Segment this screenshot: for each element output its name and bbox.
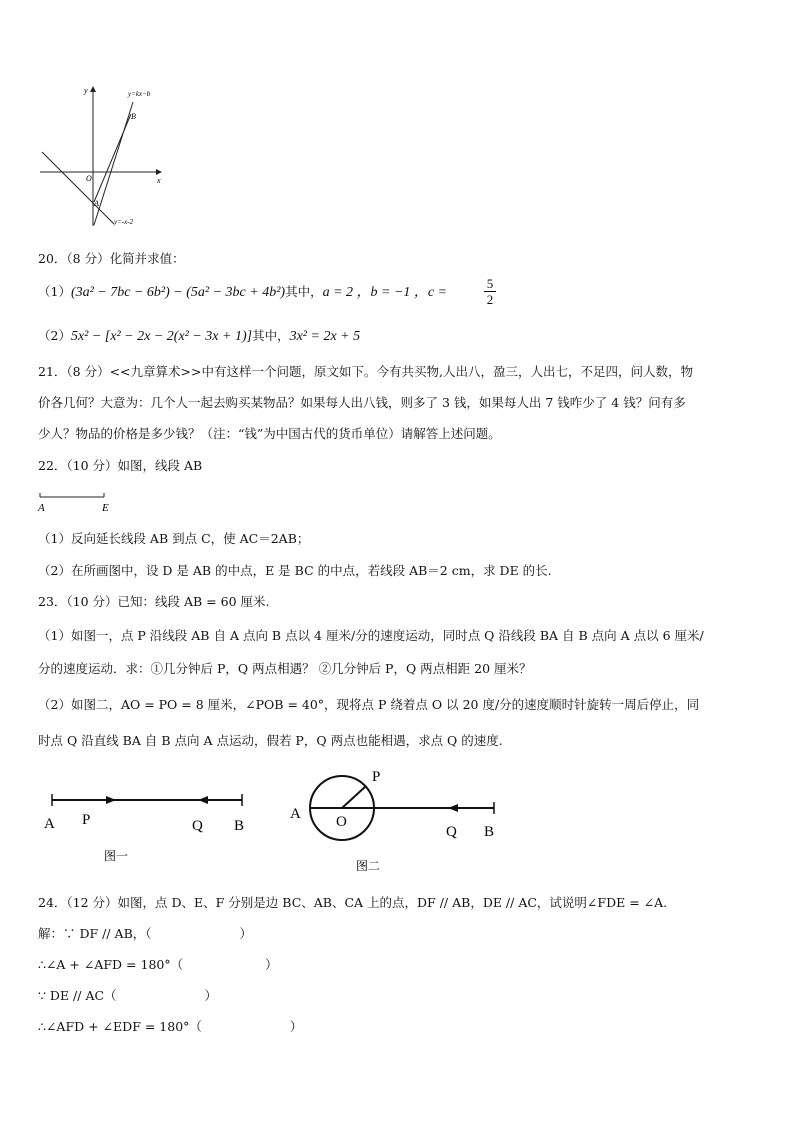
fraction-numerator: 5 — [484, 276, 496, 292]
q20-header: 20．（8 分）化简并求值： — [38, 251, 185, 266]
fraction-denominator: 2 — [486, 292, 494, 307]
point-a-label: A — [94, 199, 99, 208]
q20-p2-condition: 3x² = 2x + 5 — [289, 329, 361, 344]
segment-ab — [94, 114, 131, 202]
q23-figure-two — [286, 762, 506, 878]
fig2-label-p: P — [372, 769, 381, 785]
q21-line3: 少人？物品的价格是多少钱？（注：“钱”为中国古代的货币单位）请解答上述问题。 — [38, 426, 501, 441]
line2-label: y=-x-2 — [114, 218, 134, 226]
q23-header: 23．（10 分）已知：线段 AB = 60 厘米. — [38, 594, 270, 609]
origin-label: O — [86, 174, 92, 183]
segment-b-label: E — [102, 502, 109, 514]
fig1-label-b: B — [234, 818, 245, 834]
q20-p1-fraction — [484, 276, 496, 307]
q23-p1-line1: （1）如图一，点 P 沿线段 AB 自 A 点向 B 点以 4 厘米/分的速度运动，同时点 Q 沿线段 BA 自 B 点向 A 点以 6 厘米/ — [38, 628, 704, 643]
q20-p1-expression: (3a² − 7bc − 6b²) − (5a² − 3bc + 4b²) — [70, 285, 286, 300]
fig1-label-p: P — [82, 812, 91, 828]
q24-line4 — [38, 1019, 302, 1035]
fig2-caption: 图二 — [356, 859, 381, 873]
q24-header: 24．（12 分）如图，点 D、E、F 分别是边 BC、AB、CA 上的点，DF // AB，DE // AC，试说明∠FDE = ∠A. — [38, 895, 668, 910]
y-axis-label: y — [84, 86, 88, 95]
fig1-label-a: A — [44, 816, 55, 832]
x-axis-arrow — [156, 169, 162, 175]
coordinate-graph — [36, 84, 176, 230]
fig1-caption: 图一 — [104, 849, 129, 863]
point-b-label: B — [131, 112, 136, 121]
fig2-label-o: O — [336, 814, 347, 830]
q20-part1 — [38, 284, 447, 301]
q20-p2-mid: 其中， — [252, 328, 290, 343]
x-axis-label: x — [157, 176, 161, 185]
q24-line1-end: ） — [239, 926, 253, 941]
fig2-radius-op — [342, 786, 366, 808]
fig1-p-arrow — [106, 796, 116, 804]
line-kx-b — [94, 102, 133, 225]
segment-a-label: A — [38, 502, 45, 514]
fig2-label-b: B — [484, 824, 495, 840]
q20-p1-values: a = 2 ，b = −1 ，c = — [322, 285, 448, 300]
q24-line4-text: ∴∠AFD + ∠EDF = 180°（ — [38, 1019, 202, 1034]
q22-segment-figure — [36, 488, 126, 514]
q23-p2-line1: （2）如图二，AO = PO = 8 厘米，∠POB = 40°，现将点 P 绕着点 O 以 20 度/分的速度顺时针旋转一周后停止，同 — [38, 697, 700, 712]
line1-label: y=kx−b — [128, 90, 151, 98]
q20-part2 — [38, 328, 360, 345]
q22-header: 22．（10 分）如图，线段 AB — [38, 458, 203, 473]
q24-line2-end: ） — [265, 957, 278, 972]
line-neg-x-2 — [42, 152, 114, 224]
q24-line3-end: ） — [204, 988, 218, 1003]
q24-line2 — [38, 957, 278, 973]
q23-figure-one — [36, 780, 258, 876]
fig2-q-arrow — [448, 804, 458, 812]
q24-line3 — [38, 988, 217, 1004]
y-axis-arrow — [90, 86, 96, 92]
q20-p2-expression: 5x² − [x² − 2x − 2(x² − 3x + 1)] — [70, 329, 253, 344]
q20-p1-prefix: （1） — [38, 284, 71, 299]
q24-line4-end: ） — [289, 1019, 303, 1034]
q24-line3-text: ∵ DE // AC（ — [38, 988, 117, 1003]
fig2-label-a: A — [290, 806, 301, 822]
q22-part2: （2）在所画图中，设 D 是 AB 的中点，E 是 BC 的中点，若线段 AB＝2 cm，求 DE 的长. — [38, 563, 552, 578]
q24-line1 — [38, 926, 252, 942]
q23-p2-line2: 时点 Q 沿直线 BA 自 B 点向 A 点运动，假若 P，Q 两点也能相遇，求点 Q 的速度. — [38, 733, 503, 748]
q22-part1: （1）反向延长线段 AB 到点 C，使 AC＝2AB； — [38, 531, 310, 546]
q20-p2-prefix: （2） — [38, 328, 71, 343]
q21-line2: 价各几何？大意为：几个人一起去购买某物品？如果每人出八钱，则多了 3 钱，如果每人出 7 钱咋少了 4 钱？问有多 — [38, 395, 686, 410]
q21-line1: 21．（8 分）<<九章算术>>中有这样一个问题，原文如下。今有共买物,人出八，盈三，人出七，不足四，问人数，物 — [38, 364, 693, 379]
q23-p1-line2: 分的速度运动．求：①几分钟后 P，Q 两点相遇？ ②几分钟后 P，Q 两点相距 20 厘米？ — [38, 661, 532, 676]
q24-line1-text: 解：∵ DF // AB，（ — [38, 926, 152, 941]
fig1-label-q: Q — [192, 818, 203, 834]
q24-line2-text: ∴∠A + ∠AFD = 180°（ — [38, 957, 184, 972]
fig1-q-arrow — [198, 796, 208, 804]
q20-p1-mid: 其中， — [285, 284, 323, 299]
fig2-label-q: Q — [446, 824, 457, 840]
